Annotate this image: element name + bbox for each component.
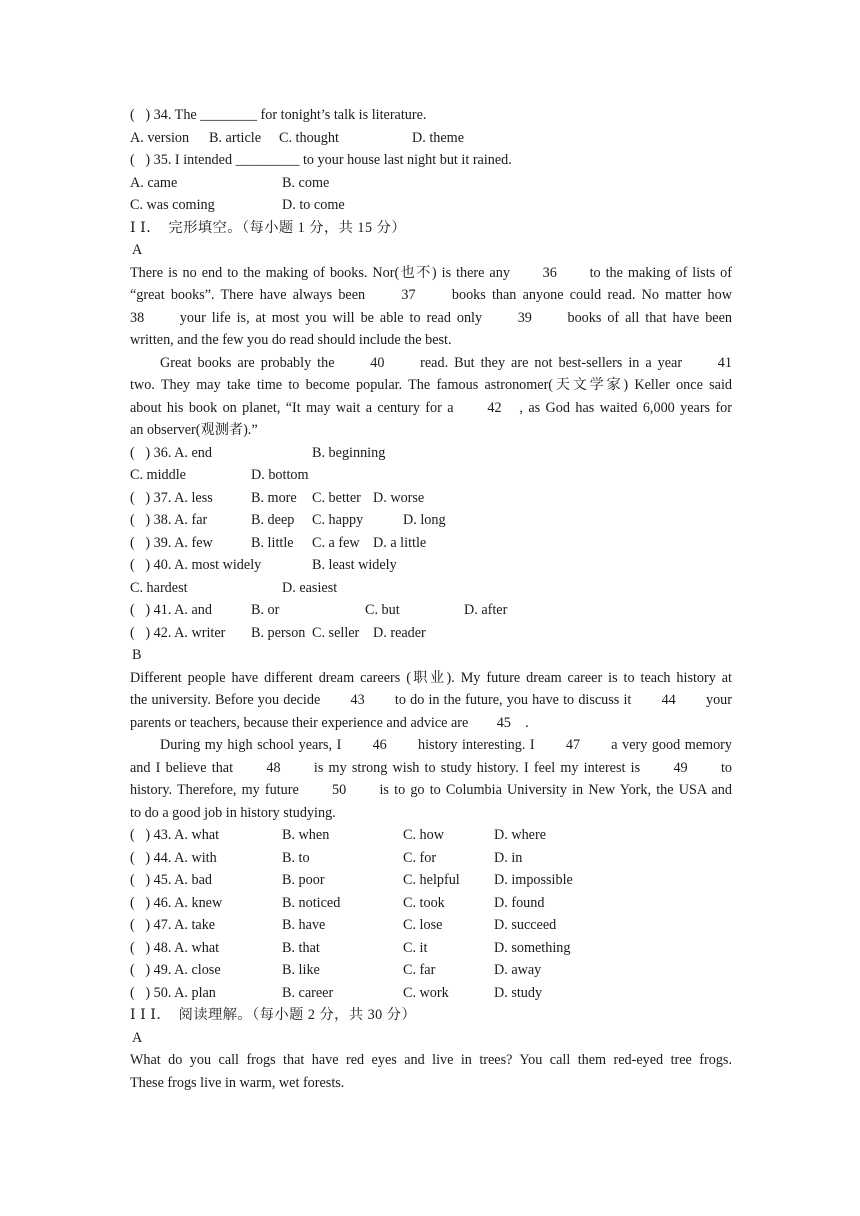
section-cloze-title: Ⅰ Ⅰ． 完形填空。（每小题 1 分，共 15 分） [130,219,407,236]
reading-passage-a-line-1: What do you call frogs that have red eyes and live in trees? You call them red-eyed tree frogs. [130,1052,732,1068]
question-37-b: B. more [251,489,297,506]
question-48-a: ( ) 48. A. what [130,939,220,956]
question-36-b: B. beginning [312,444,386,461]
question-38-a: ( ) 38. A. far [130,512,208,528]
question-49-b: B. like [282,962,320,978]
passage-a-para2-line-2: two. They may take time to become popular. The famous astronomer(天文学家) Keller once said [130,377,732,393]
question-34-stem: ( ) 34. The ________ for tonight’s talk is literature. [130,107,427,123]
question-44-a: ( ) 44. A. with [130,849,217,866]
option-c: C. thought [279,129,339,146]
question-47-b: B. have [282,917,326,933]
question-36-a: ( ) 36. A. end [130,444,212,461]
question-45-a: ( ) 45. A. bad [130,872,212,888]
question-50-b: B. career [282,984,334,1001]
question-49-d: D. away [494,962,542,978]
question-46-c: C. took [403,894,445,911]
question-35-options-ab [130,172,732,195]
question-39-d: D. a little [373,534,427,551]
question-50-d: D. study [494,984,543,1001]
question-47 [130,914,732,937]
question-46-a: ( ) 46. A. knew [130,894,223,911]
question-42 [130,622,732,645]
passage-b-para2-line-1: During my high school years, I 46 history interesting. I 47 a very good memory [160,737,732,753]
question-40 [130,554,732,577]
question-41-a: ( ) 41. A. and [130,602,212,618]
question-50-a: ( ) 50. A. plan [130,984,216,1001]
question-43-c: C. how [403,827,444,843]
question-45-b: B. poor [282,872,325,888]
question-49-c: C. far [403,962,436,978]
question-41-d: D. after [464,602,508,618]
question-42-d: D. reader [373,624,426,641]
option-a: A. came [130,174,178,191]
exam-page [130,104,732,1094]
passage-a-line-3: 38 your life is, at most you will be able to read only 39 books of all that have been [130,309,732,326]
question-40-cd [130,577,732,600]
question-43 [130,824,732,847]
question-37-c: C. better [312,489,361,506]
passage-a-para2-line-1: Great books are probably the 40 read. But they are not best-sellers in a year 41 [160,354,732,371]
passage-a-label: A [132,242,143,258]
question-35-stem: ( ) 35. I intended _________ to your house last night but it rained. [130,152,512,168]
question-48 [130,937,732,960]
passage-b-para2-line-3: history. Therefore, my future 50 is to go to Columbia University in New York, the USA and [130,782,732,798]
question-40-b: B. least widely [312,557,397,573]
question-47-d: D. succeed [494,917,557,933]
question-48-b: B. that [282,939,320,956]
question-34-options [130,127,732,150]
question-39 [130,532,732,555]
passage-b-para2-line-2: and I believe that 48 is my strong wish to study history. I feel my interest is 49 to [130,759,732,776]
question-39-a: ( ) 39. A. few [130,534,213,551]
option-a: A. version [130,129,190,146]
section-reading-title: Ⅰ Ⅰ Ⅰ． 阅读理解。（每小题 2 分，共 30 分） [130,1007,417,1023]
passage-b-line-1: Different people have different dream careers (职业). My future dream career is to teach history at [130,669,732,686]
question-44-d: D. in [494,849,523,866]
question-42-b: B. person [251,624,306,641]
passage-a-line-4: written, and the few you do read should include the best. [130,332,452,348]
question-50-c: C. work [403,984,449,1001]
question-38-d: D. long [403,512,446,528]
question-45-d: D. impossible [494,872,573,888]
question-38-c: C. happy [312,512,364,528]
passage-a-para2-line-3: about his book on planet, “It may wait a century for a 42 , as God has waited 6,000 years for [130,399,732,416]
question-38 [130,509,732,532]
question-36 [130,442,732,465]
question-40-c: C. hardest [130,579,188,596]
question-36-c: C. middle [130,467,186,483]
option-c: C. was coming [130,197,215,213]
question-44-c: C. for [403,849,437,866]
question-37-d: D. worse [373,489,425,506]
question-37 [130,487,732,510]
question-39-c: C. a few [312,534,360,551]
question-40-d: D. easiest [282,579,338,596]
question-48-c: C. it [403,939,428,956]
question-37-a: ( ) 37. A. less [130,489,213,506]
question-35-options-cd [130,194,732,217]
question-48-d: D. something [494,939,571,956]
question-45-c: C. helpful [403,872,460,888]
question-50 [130,982,732,1005]
passage-b-line-3: parents or teachers, because their experience and advice are 45 . [130,714,529,731]
question-41 [130,599,732,622]
question-39-b: B. little [251,534,294,551]
option-b: B. article [209,129,261,146]
question-46-b: B. noticed [282,894,341,911]
reading-passage-a-line-2: These frogs live in warm, wet forests. [130,1074,345,1091]
question-49 [130,959,732,982]
question-49-a: ( ) 49. A. close [130,962,221,978]
passage-b-line-2: the university. Before you decide 43 to do in the future, you have to discuss it 44 your [130,692,732,708]
option-b: B. come [282,174,330,191]
question-41-b: B. or [251,602,280,618]
option-d: D. theme [412,129,465,146]
question-38-b: B. deep [251,512,295,528]
passage-b-label: B [132,647,142,663]
question-44-b: B. to [282,849,310,866]
question-47-a: ( ) 47. A. take [130,917,216,933]
question-43-b: B. when [282,827,330,843]
question-41-c: C. but [365,602,400,618]
question-46 [130,892,732,915]
question-36-d: D. bottom [251,467,309,483]
passage-a-line-1: There is no end to the making of books. Nor(也不) is there any 36 to the making of lists of [130,264,732,281]
question-44 [130,847,732,870]
question-46-d: D. found [494,894,545,911]
question-36-cd [130,464,732,487]
question-42-a: ( ) 42. A. writer [130,624,226,641]
question-40-a: ( ) 40. A. most widely [130,557,262,573]
passage-a-line-2: “great books”. There have always been 37 books than anyone could read. No matter how [130,287,732,303]
question-47-c: C. lose [403,917,443,933]
reading-passage-a-label: A [132,1029,143,1046]
passage-a-para2-line-4: an observer(观测者).” [130,422,258,438]
passage-b-para2-line-4: to do a good job in history studying. [130,804,336,821]
question-43-d: D. where [494,827,546,843]
option-d: D. to come [282,197,345,213]
question-42-c: C. seller [312,624,360,641]
question-45 [130,869,732,892]
question-43-a: ( ) 43. A. what [130,827,220,843]
